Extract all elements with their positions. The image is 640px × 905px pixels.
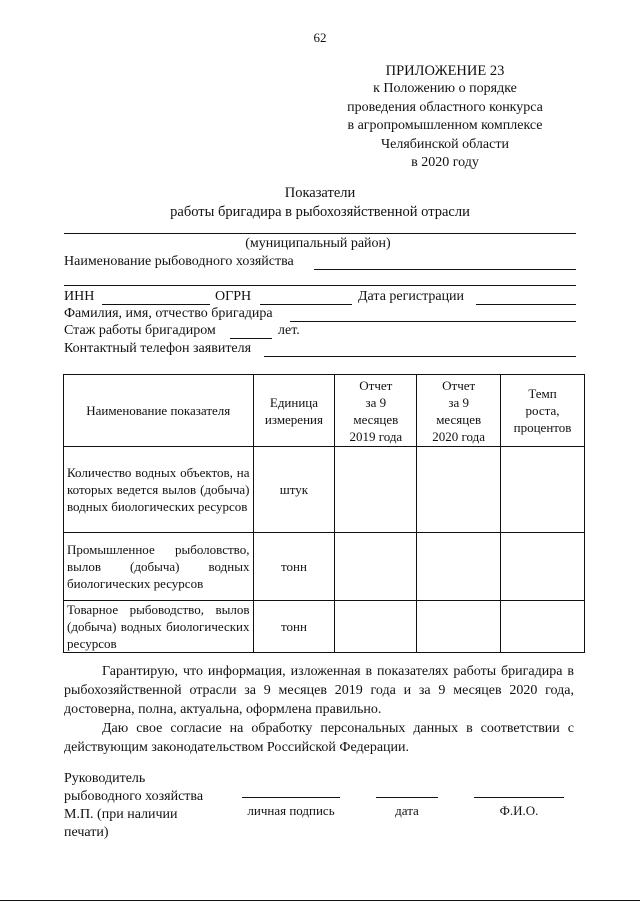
experience-label: Стаж работы бригадиром <box>64 323 216 338</box>
indicator-unit: штук <box>253 447 335 533</box>
registration-date-field[interactable] <box>476 304 576 305</box>
date-field[interactable] <box>376 797 438 798</box>
indicator-unit: тонн <box>253 601 335 653</box>
registration-date-label: Дата регистрации <box>358 289 465 304</box>
page-number: 62 <box>313 30 327 45</box>
indicator-unit: тонн <box>253 533 335 601</box>
value-2019-cell[interactable] <box>335 601 417 653</box>
appendix-line: проведения областного конкурса <box>347 99 543 115</box>
value-2020-cell[interactable] <box>417 533 501 601</box>
farm-name-field-continued[interactable] <box>64 285 576 286</box>
appendix-title: ПРИЛОЖЕНИЕ 23 <box>385 63 505 79</box>
document-title-line: работы бригадира в рыбохозяйственной отрасли <box>170 204 470 220</box>
guarantee-paragraph: Гарантирую, что информация, изложенная в показателях работы бригадира в рыбохозяйственной отрасли за 9 месяцев 2019 года и за 9 месяцев 2020 года, достоверна, полна, актуальна, оформлена правильно. <box>64 664 574 717</box>
fio-field[interactable] <box>474 797 564 798</box>
table-header-row <box>64 375 585 447</box>
indicators-table <box>63 374 585 653</box>
indicator-name: Товарное рыбоводство, вылов (добыча) водных биологических ресурсов <box>64 601 254 653</box>
foreman-name-field[interactable] <box>290 321 576 322</box>
fio-caption: Ф.И.О. <box>499 803 539 818</box>
document-title <box>0 184 640 222</box>
signature-caption: личная подпись <box>247 803 335 818</box>
table-row <box>64 601 585 653</box>
phone-label: Контактный телефон заявителя <box>64 341 252 356</box>
inn-field[interactable] <box>102 304 210 305</box>
value-2020-cell[interactable] <box>417 447 501 533</box>
growth-rate-cell[interactable] <box>501 601 585 653</box>
inn-label: ИНН <box>64 289 95 304</box>
farm-name-label: Наименование рыбоводного хозяйства <box>64 254 294 269</box>
consent-paragraph: Даю свое согласие на обработку персональных данных в соответствии с действующим законодательством Российской Федерации. <box>64 721 574 755</box>
signatory-line: Руководитель <box>64 771 146 786</box>
value-2019-cell[interactable] <box>335 533 417 601</box>
ogrn-label: ОГРН <box>215 289 252 304</box>
ogrn-field[interactable] <box>260 304 352 305</box>
farm-name-field[interactable] <box>314 269 576 270</box>
signatory-block <box>64 770 203 842</box>
indicator-name: Количество водных объектов, на которых ведется вылов (добыча) водных биологических ресурсов <box>64 447 254 533</box>
guarantee-text <box>64 662 574 757</box>
municipal-district-field[interactable] <box>64 233 576 234</box>
appendix-line: к Положению о порядке <box>373 81 517 97</box>
value-2019-cell[interactable] <box>335 447 417 533</box>
signatory-line: рыбоводного хозяйства <box>64 789 204 804</box>
appendix-line: в 2020 году <box>411 155 479 171</box>
header-report-2019: Отчет за 9 месяцев 2019 года <box>335 375 417 447</box>
growth-rate-cell[interactable] <box>501 533 585 601</box>
foreman-name-label: Фамилия, имя, отчество бригадира <box>64 306 273 321</box>
growth-rate-cell[interactable] <box>501 447 585 533</box>
years-label: лет. <box>278 323 300 338</box>
date-caption: дата <box>395 803 419 818</box>
header-growth-rate: Темп роста, процентов <box>501 375 585 447</box>
table-row <box>64 447 585 533</box>
document-title-line: Показатели <box>284 185 356 201</box>
table-row <box>64 533 585 601</box>
experience-field[interactable] <box>230 338 272 339</box>
header-indicator-name: Наименование показателя <box>64 375 254 447</box>
municipal-district-caption: (муниципальный район) <box>245 236 391 251</box>
value-2020-cell[interactable] <box>417 601 501 653</box>
header-report-2020: Отчет за 9 месяцев 2020 года <box>417 375 501 447</box>
signatory-line: М.П. (при наличии <box>64 807 178 822</box>
indicator-name: Промышленное рыболовство, вылов (добыча) водных биологических ресурсов <box>64 533 254 601</box>
phone-field[interactable] <box>264 356 576 357</box>
page-bottom-divider <box>0 900 640 901</box>
appendix-line: Челябинской области <box>381 136 509 152</box>
signature-field[interactable] <box>242 797 340 798</box>
appendix-line: в агропромышленном комплексе <box>347 118 543 134</box>
signatory-line: печати) <box>64 825 109 840</box>
appendix-header <box>300 62 590 172</box>
header-unit: Единица измерения <box>253 375 335 447</box>
